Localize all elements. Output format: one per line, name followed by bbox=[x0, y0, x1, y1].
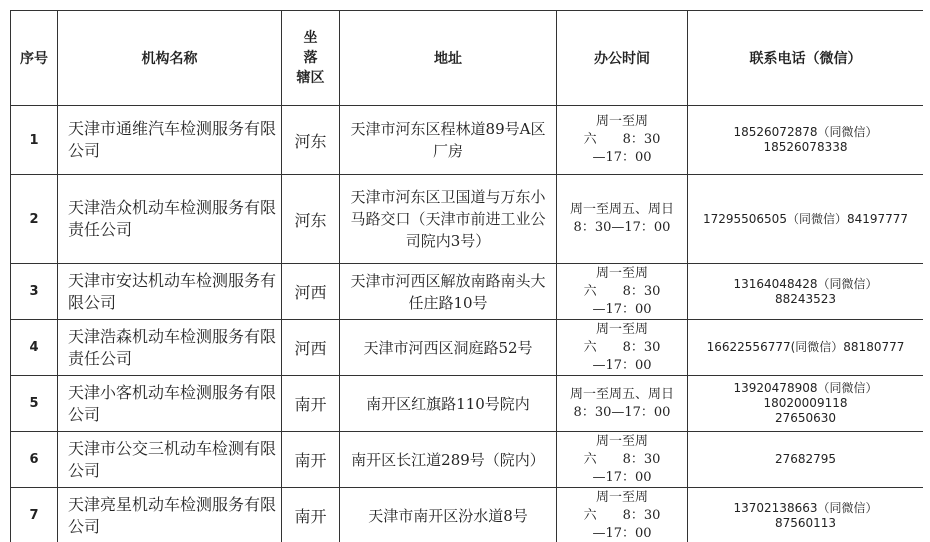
cell-district: 河东 bbox=[282, 106, 340, 175]
cell-address: 天津市河西区洞庭路52号 bbox=[340, 320, 557, 376]
cell-district: 河西 bbox=[282, 264, 340, 320]
cell-address: 天津市南开区汾水道8号 bbox=[340, 488, 557, 542]
header-phone: 联系电话（微信） bbox=[688, 11, 924, 106]
cell-phone: 13920478908（同微信） 18020009118 27650630 bbox=[688, 376, 924, 432]
agency-table-container bbox=[10, 10, 923, 542]
table-row bbox=[11, 376, 924, 432]
header-index: 序号 bbox=[11, 11, 58, 106]
cell-address: 天津市河西区解放南路南头大任庄路10号 bbox=[340, 264, 557, 320]
cell-district: 南开 bbox=[282, 376, 340, 432]
header-address: 地址 bbox=[340, 11, 557, 106]
cell-hours: 周一至周五、周日 8：30—17：00 bbox=[557, 376, 688, 432]
cell-index: 7 bbox=[11, 488, 58, 542]
cell-name: 天津浩森机动车检测服务有限责任公司 bbox=[58, 320, 282, 376]
table-row bbox=[11, 106, 924, 175]
cell-district: 南开 bbox=[282, 488, 340, 542]
cell-index: 2 bbox=[11, 175, 58, 264]
table-row bbox=[11, 175, 924, 264]
cell-hours: 周一至周 六 8：30 —17：00 bbox=[557, 264, 688, 320]
table-row bbox=[11, 320, 924, 376]
cell-name: 天津亮星机动车检测服务有限公司 bbox=[58, 488, 282, 542]
cell-district: 河东 bbox=[282, 175, 340, 264]
cell-address: 天津市河东区程林道89号A区厂房 bbox=[340, 106, 557, 175]
cell-phone: 16622556777(同微信）88180777 bbox=[688, 320, 924, 376]
cell-hours: 周一至周 六 8：30 —17：00 bbox=[557, 488, 688, 542]
cell-district: 河西 bbox=[282, 320, 340, 376]
header-name: 机构名称 bbox=[58, 11, 282, 106]
cell-phone: 13164048428（同微信） 88243523 bbox=[688, 264, 924, 320]
cell-hours: 周一至周 六 8：30 —17：00 bbox=[557, 106, 688, 175]
inspection-agency-table bbox=[10, 10, 923, 542]
cell-phone: 18526072878（同微信） 18526078338 bbox=[688, 106, 924, 175]
cell-name: 天津市公交三机动车检测有限公司 bbox=[58, 432, 282, 488]
cell-name: 天津市通维汽车检测服务有限公司 bbox=[58, 106, 282, 175]
header-district: 坐 落 辖区 bbox=[282, 11, 340, 106]
cell-hours: 周一至周五、周日 8：30—17：00 bbox=[557, 175, 688, 264]
cell-index: 6 bbox=[11, 432, 58, 488]
cell-index: 3 bbox=[11, 264, 58, 320]
cell-address: 南开区长江道289号（院内） bbox=[340, 432, 557, 488]
cell-index: 5 bbox=[11, 376, 58, 432]
cell-index: 1 bbox=[11, 106, 58, 175]
cell-phone: 13702138663（同微信） 87560113 bbox=[688, 488, 924, 542]
table-row bbox=[11, 488, 924, 542]
table-header-row bbox=[11, 11, 924, 106]
cell-phone: 17295506505（同微信）84197777 bbox=[688, 175, 924, 264]
table-row bbox=[11, 432, 924, 488]
cell-name: 天津浩众机动车检测服务有限责任公司 bbox=[58, 175, 282, 264]
table-row bbox=[11, 264, 924, 320]
cell-name: 天津小客机动车检测服务有限公司 bbox=[58, 376, 282, 432]
cell-phone: 27682795 bbox=[688, 432, 924, 488]
header-hours: 办公时间 bbox=[557, 11, 688, 106]
cell-index: 4 bbox=[11, 320, 58, 376]
cell-address: 南开区红旗路110号院内 bbox=[340, 376, 557, 432]
cell-name: 天津市安达机动车检测服务有限公司 bbox=[58, 264, 282, 320]
cell-hours: 周一至周 六 8：30 —17：00 bbox=[557, 432, 688, 488]
cell-hours: 周一至周 六 8：30 —17：00 bbox=[557, 320, 688, 376]
cell-address: 天津市河东区卫国道与万东小马路交口（天津市前进工业公司院内3号） bbox=[340, 175, 557, 264]
cell-district: 南开 bbox=[282, 432, 340, 488]
